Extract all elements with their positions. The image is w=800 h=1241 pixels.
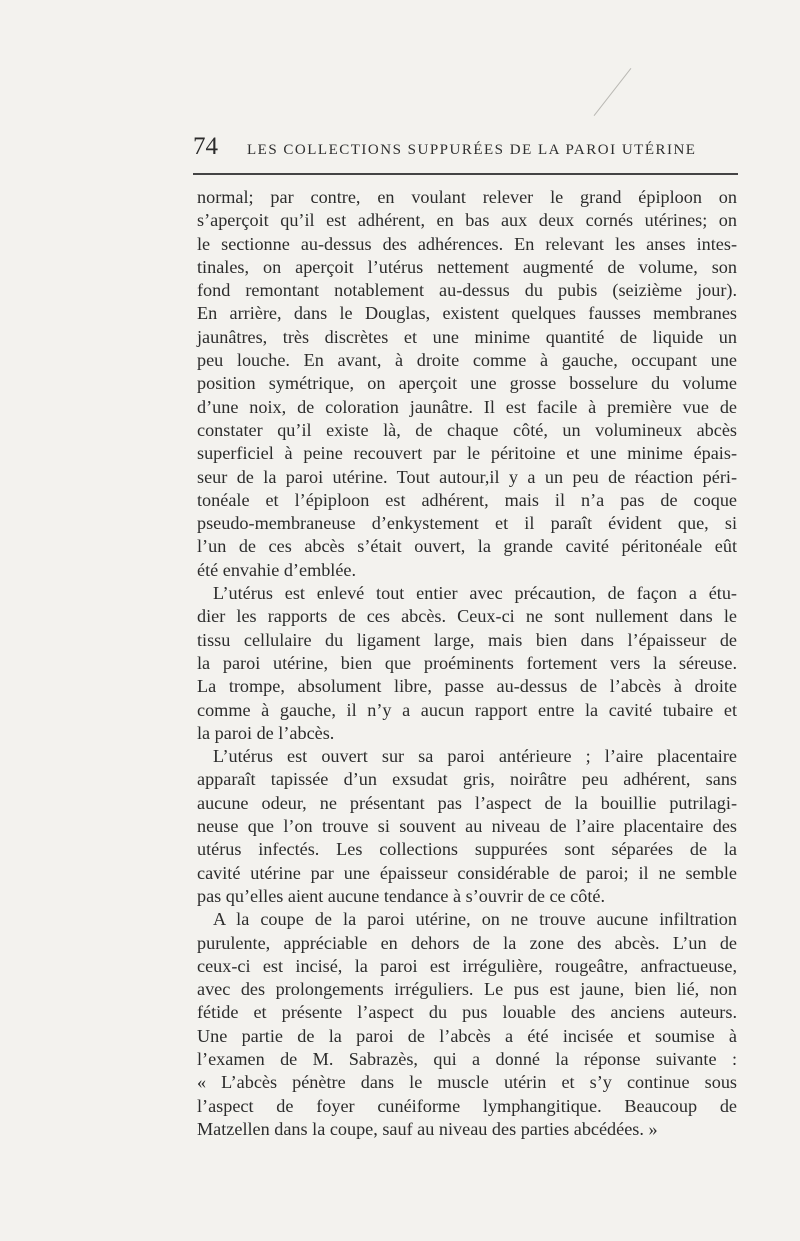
text-line: la paroi de l’abcès. <box>197 722 335 743</box>
text-line: utérus infectés. Les collections suppurées sont séparées de la <box>197 839 737 860</box>
text-line: normal; par contre, en voulant relever le grand épiploon on <box>197 187 737 207</box>
text-line: position symétrique, on aperçoit une grosse bosselure du volume <box>197 373 737 394</box>
text-line: pseudo-membraneuse d’enkystement et il paraît évident que, si <box>197 513 737 534</box>
text-line: La trompe, absolument libre, passe au-dessus de l’abcès à droite <box>197 676 737 697</box>
text-line: pas qu’elles aient aucune tendance à s’ouvrir de ce côté. <box>197 885 606 906</box>
text-line: purulente, appréciable en dehors de la zone des abcès. L’un de <box>197 932 737 953</box>
page-header <box>193 133 738 161</box>
text-line: constater qu’il existe là, de chaque côté, un volumineux abcès <box>197 419 737 440</box>
text-line: apparaît tapissée d’un exsudat gris, noirâtre peu adhérent, sans <box>197 769 737 790</box>
text-line: L’utérus est ouvert sur sa paroi antérieure ; l’aire placentaire <box>213 746 737 767</box>
text-line: l’examen de M. Sabrazès, qui a donné la réponse suivante : <box>197 1048 737 1069</box>
text-line: cavité utérine par une épaisseur considérable de paroi; il ne semble <box>197 862 737 883</box>
text-line: aucune odeur, ne présentant pas l’aspect de la bouillie putrilagi- <box>197 792 737 813</box>
text-line: En arrière, dans le Douglas, existent quelques fausses membranes <box>197 303 737 324</box>
header-rule <box>193 173 738 175</box>
text-line: d’une noix, de coloration jaunâtre. Il est facile à première vue de <box>197 396 737 417</box>
text-line: tissu cellulaire du ligament large, mais bien dans l’épaisseur de <box>197 629 737 650</box>
text-line: la paroi utérine, bien que proéminents fortement vers la séreuse. <box>197 652 737 673</box>
page-number: 74 <box>193 133 218 160</box>
body-text <box>197 186 737 1141</box>
scan-artifact-line <box>594 68 632 116</box>
text-line: peu louche. En avant, à droite comme à gauche, occupant une <box>197 350 737 371</box>
text-line: tonéale et l’épiploon est adhérent, mais il n’a pas de coque <box>197 489 737 510</box>
text-line: Une partie de la paroi de l’abcès a été incisée et soumise à <box>197 1025 737 1046</box>
text-line: fond remontant notablement au-dessus du pubis (seizième jour). <box>197 280 737 301</box>
text-line: l’aspect de foyer cunéiforme lymphangitique. Beaucoup de <box>197 1095 737 1116</box>
text-line: le sectionne au-dessus des adhérences. En relevant les anses intes- <box>197 233 737 254</box>
text-line: comme à gauche, il n’y a aucun rapport entre la cavité tubaire et <box>197 699 737 720</box>
text-line: avec des prolongements irréguliers. Le pus est jaune, bien lié, non <box>197 979 737 1000</box>
text-line: jaunâtres, très discrètes et une minime quantité de liquide un <box>197 326 737 347</box>
text-line: l’un de ces abcès s’était ouvert, la grande cavité péritonéale eût <box>197 536 737 557</box>
text-line: neuse que l’on trouve si souvent au niveau de l’aire placentaire des <box>197 816 737 837</box>
text-line: L’utérus est enlevé tout entier avec précaution, de façon a étu- <box>213 583 737 604</box>
text-line: été envahie d’emblée. <box>197 559 357 580</box>
text-line: fétide et présente l’aspect du pus louable des anciens auteurs. <box>197 1002 737 1023</box>
text-line: ceux-ci est incisé, la paroi est irrégulière, rougeâtre, anfractueuse, <box>197 955 737 976</box>
text-line: seur de la paroi utérine. Tout autour,il y a un peu de réaction péri- <box>197 466 737 487</box>
text-line: Matzellen dans la coupe, sauf au niveau des parties abcédées. » <box>197 1118 658 1139</box>
text-line: s’aperçoit qu’il est adhérent, en bas aux deux cornés utérines; on <box>197 210 737 231</box>
text-line: « L’abcès pénètre dans le muscle utérin et s’y continue sous <box>197 1072 737 1093</box>
text-line: A la coupe de la paroi utérine, on ne trouve aucune infiltration <box>213 909 737 930</box>
running-head: LES COLLECTIONS SUPPURÉES DE LA PAROI UTÉRINE <box>247 142 697 158</box>
text-line: tinales, on aperçoit l’utérus nettement augmenté de volume, son <box>197 256 737 277</box>
text-line: superficiel à peine recouvert par le péritoine et une minime épais- <box>197 443 737 464</box>
text-line: dier les rapports de ces abcès. Ceux-ci ne sont nullement dans le <box>197 606 737 627</box>
